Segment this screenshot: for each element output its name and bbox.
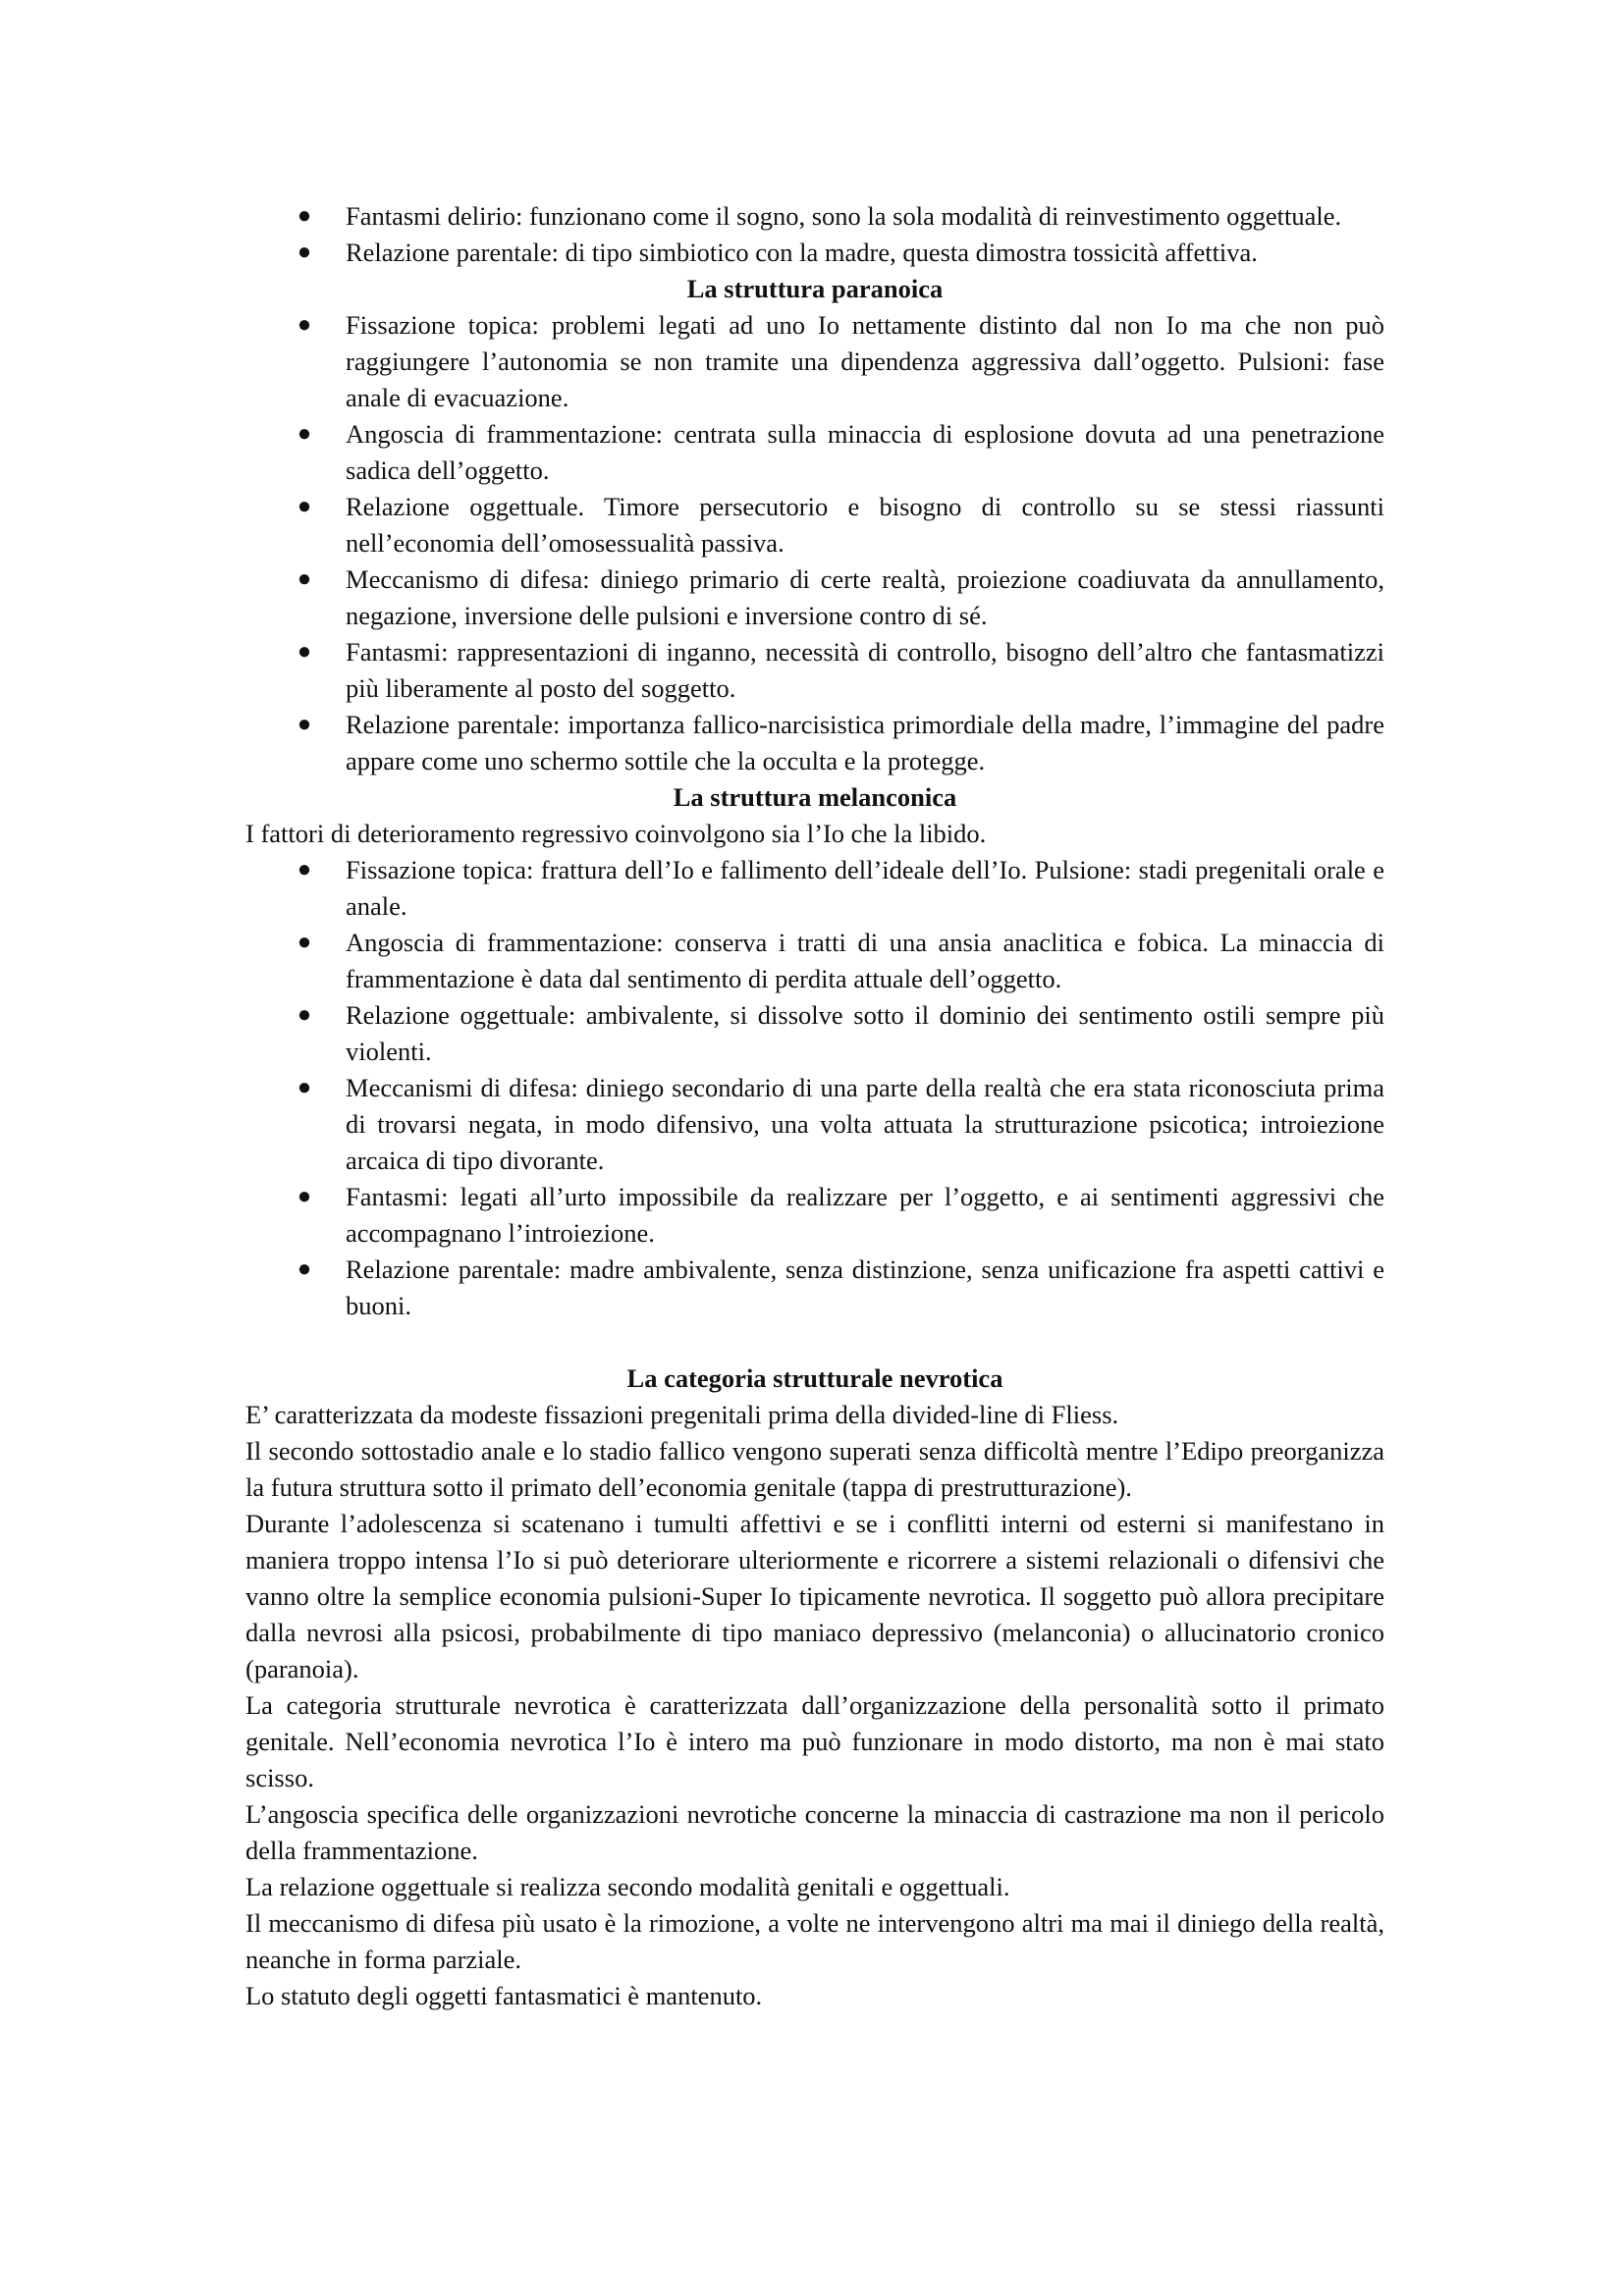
bullet-icon: ● bbox=[297, 857, 312, 882]
bullet-icon: ● bbox=[297, 639, 312, 665]
bullet-icon: ● bbox=[297, 1075, 312, 1100]
bullet-icon: ● bbox=[297, 240, 312, 265]
bullet-icon: ● bbox=[297, 712, 312, 737]
list-item bbox=[245, 416, 1384, 489]
paragraph: L’angoscia specifica delle organizzazioni nevrotiche concerne la minaccia di castrazione ma non il pericolo della frammentazione. bbox=[245, 1799, 1384, 1865]
list-item-text: Relazione oggettuale: ambivalente, si dissolve sotto il dominio dei sentimento ostili sempre più violenti. bbox=[346, 1000, 1384, 1066]
paragraph: E’ caratterizzata da modeste fissazioni pregenitali prima della divided-line di Fliess. bbox=[245, 1400, 1119, 1429]
list-item-text: Fissazione topica: frattura dell’Io e fallimento dell’ideale dell’Io. Pulsione: stadi pregenitali orale e anale. bbox=[346, 855, 1384, 921]
spacer bbox=[245, 1324, 1384, 1361]
bullet-icon: ● bbox=[297, 494, 312, 519]
list-item-text: Angoscia di frammentazione: centrata sulla minaccia di esplosione dovuta ad una penetrazione sadica dell’oggetto. bbox=[346, 419, 1384, 485]
list-item-text: Meccanismi di difesa: diniego secondario di una parte della realtà che era stata riconosciuta prima di trovarsi negata, in modo difensivo, una volta attuata la strutturazione psicotica; introiezione arcaica di tipo divorante. bbox=[346, 1073, 1384, 1175]
heading-paranoica: La struttura paranoica bbox=[686, 274, 944, 303]
heading-melanconica: La struttura melanconica bbox=[673, 782, 957, 812]
bullet-icon: ● bbox=[297, 930, 312, 955]
list-item bbox=[245, 1070, 1384, 1179]
list-item bbox=[245, 198, 1384, 235]
bullet-icon: ● bbox=[297, 1002, 312, 1028]
paragraph: La categoria strutturale nevrotica è caratterizzata dall’organizzazione della personalità sotto il primato genitale. Nell’economia nevrotica l’Io è intero ma può funzionare in modo distorto, ma non è mai stato scisso. bbox=[245, 1690, 1384, 1792]
list-item-text: Fantasmi: legati all’urto impossibile da realizzare per l’oggetto, e ai sentimenti aggressivi che accompagnano l’introiezione. bbox=[346, 1182, 1384, 1248]
melanconica-intro: I fattori di deterioramento regressivo coinvolgono sia l’Io che la libido. bbox=[245, 819, 987, 848]
bullet-icon: ● bbox=[297, 203, 312, 229]
list-item-text: Relazione parentale: di tipo simbiotico con la madre, questa dimostra tossicità affettiva. bbox=[346, 238, 1258, 267]
list-item-text: Fantasmi: rappresentazioni di inganno, necessità di controllo, bisogno dell’altro che fantasmatizzi più liberamente al posto del soggetto. bbox=[346, 637, 1384, 703]
paragraph: La relazione oggettuale si realizza secondo modalità genitali e oggettuali. bbox=[245, 1872, 1010, 1901]
bullet-icon: ● bbox=[297, 1184, 312, 1209]
bullet-icon: ● bbox=[297, 566, 312, 592]
list-item-text: Meccanismo di difesa: diniego primario di certe realtà, proiezione coadiuvata da annullamento, negazione, inversione delle pulsioni e inversione contro di sé. bbox=[346, 564, 1384, 630]
bullet-icon: ● bbox=[297, 312, 312, 338]
list-item bbox=[245, 1179, 1384, 1252]
list-item bbox=[245, 707, 1384, 779]
list-item bbox=[245, 235, 1384, 271]
list-item bbox=[245, 1252, 1384, 1324]
list-item-text: Relazione parentale: importanza fallico-narcisistica primordiale della madre, l’immagine del padre appare come uno schermo sottile che la occulta e la protegge. bbox=[346, 710, 1384, 775]
list-item bbox=[245, 634, 1384, 707]
list-item bbox=[245, 925, 1384, 997]
document-page bbox=[245, 198, 1384, 2014]
paragraph: Il meccanismo di difesa più usato è la rimozione, a volte ne intervengono altri ma mai il diniego della realtà, neanche in forma parziale. bbox=[245, 1908, 1384, 1974]
list-item-text: Fissazione topica: problemi legati ad uno Io nettamente distinto dal non Io ma che non può raggiungere l’autonomia se non tramite una dipendenza aggressiva dall’oggetto. Pulsioni: fase anale di evacuazione. bbox=[346, 310, 1384, 412]
list-item-text: Angoscia di frammentazione: conserva i tratti di una ansia anaclitica e fobica. La minaccia di frammentazione è data dal sentimento di perdita attuale dell’oggetto. bbox=[346, 928, 1384, 993]
paragraph: Lo statuto degli oggetti fantasmatici è mantenuto. bbox=[245, 1981, 763, 2010]
bullet-icon: ● bbox=[297, 421, 312, 447]
list-item bbox=[245, 307, 1384, 416]
list-item-text: Fantasmi delirio: funzionano come il sogno, sono la sola modalità di reinvestimento oggettuale. bbox=[346, 201, 1342, 231]
list-item bbox=[245, 997, 1384, 1070]
list-item-text: Relazione oggettuale. Timore persecutorio e bisogno di controllo su se stessi riassunti nell’economia dell’omosessualità passiva. bbox=[346, 492, 1384, 558]
list-item-text: Relazione parentale: madre ambivalente, senza distinzione, senza unificazione fra aspetti cattivi e buoni. bbox=[346, 1255, 1384, 1320]
melanconica-bullet-list bbox=[245, 852, 1384, 1324]
intro-bullet-list bbox=[245, 198, 1384, 271]
paragraph: Durante l’adolescenza si scatenano i tumulti affettivi e se i conflitti interni od esterni si manifestano in maniera troppo intensa l’Io si può deteriorare ulteriormente e ricorrere a sistemi relazionali o difensivi che vanno oltre la semplice economia pulsioni-Super Io tipicamente nevrotica. Il soggetto può allora precipitare dalla nevrosi alla psicosi, probabilmente di tipo maniaco depressivo (melanconia) o allucinatorio cronico (paranoia). bbox=[245, 1509, 1384, 1683]
bullet-icon: ● bbox=[297, 1256, 312, 1282]
list-item bbox=[245, 852, 1384, 925]
paranoica-bullet-list bbox=[245, 307, 1384, 779]
paragraph: Il secondo sottostadio anale e lo stadio fallico vengono superati senza difficoltà mentre l’Edipo preorganizza la futura struttura sotto il primato dell’economia genitale (tappa di prestrutturazione). bbox=[245, 1436, 1384, 1502]
heading-nevrotica: La categoria strutturale nevrotica bbox=[626, 1363, 1003, 1393]
list-item bbox=[245, 489, 1384, 561]
list-item bbox=[245, 561, 1384, 634]
